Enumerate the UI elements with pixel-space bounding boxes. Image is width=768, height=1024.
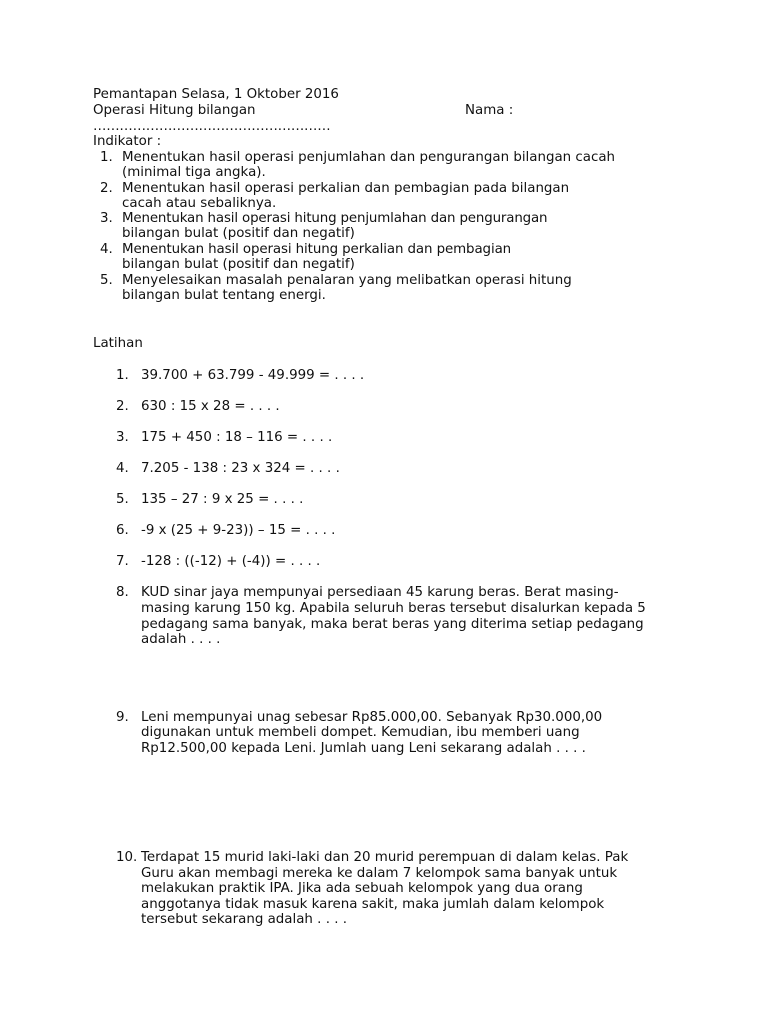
question-8-line4: adalah . . . .	[141, 632, 221, 647]
question-num-3: 3.	[116, 430, 129, 445]
indikator-item-1-line1: Menentukan hasil operasi penjumlahan dan pengurangan bilangan cacah	[122, 150, 616, 165]
question-num-2: 2.	[116, 399, 129, 414]
question-num-9: 9.	[116, 710, 129, 725]
indikator-item-1-line2: (minimal tiga angka).	[122, 165, 266, 180]
indikator-num-4: 4.	[100, 242, 113, 257]
question-10-line5: tersebut sekarang adalah . . . .	[141, 912, 347, 927]
indikator-item-4-line2: bilangan bulat (positif dan negatif)	[122, 257, 355, 272]
question-3-text: 175 + 450 : 18 – 116 = . . . .	[141, 430, 333, 445]
indikator-item-5-line1: Menyelesaikan masalah penalaran yang melibatkan operasi hitung	[122, 273, 572, 288]
question-1-text: 39.700 + 63.799 - 49.999 = . . . .	[141, 368, 365, 383]
latihan-heading: Latihan	[93, 336, 143, 351]
question-10-line1: Terdapat 15 murid laki-laki dan 20 murid perempuan di dalam kelas. Pak	[141, 850, 629, 865]
question-2-text: 630 : 15 x 28 = . . . .	[141, 399, 280, 414]
question-8-line2: masing karung 150 kg. Apabila seluruh beras tersebut disalurkan kepada 5	[141, 601, 646, 616]
indikator-item-5-line2: bilangan bulat tentang energi.	[122, 288, 326, 303]
question-num-1: 1.	[116, 368, 129, 383]
question-9-line2: digunakan untuk membeli dompet. Kemudian, ibu memberi uang	[141, 725, 580, 740]
indikator-item-2-line2: cacah atau sebaliknya.	[122, 196, 277, 211]
indikator-item-3-line2: bilangan bulat (positif dan negatif)	[122, 226, 355, 241]
question-num-7: 7.	[116, 554, 129, 569]
title-line: Pemantapan Selasa, 1 Oktober 2016	[93, 87, 339, 102]
question-10-line2: Guru akan membagi mereka ke dalam 7 kelompok sama banyak untuk	[141, 866, 618, 881]
question-9-line3: Rp12.500,00 kepada Leni. Jumlah uang Leni sekarang adalah . . . .	[141, 741, 586, 756]
question-5-text: 135 – 27 : 9 x 25 = . . . .	[141, 492, 304, 507]
indikator-item-2-line1: Menentukan hasil operasi perkalian dan pembagian pada bilangan	[122, 181, 570, 196]
topic-line: Operasi Hitung bilangan	[93, 103, 256, 118]
question-9-line1: Leni mempunyai unag sebesar Rp85.000,00. Sebanyak Rp30.000,00	[141, 710, 603, 725]
question-num-10: 10.	[116, 850, 138, 865]
indikator-num-1: 1.	[100, 150, 113, 165]
indikator-item-3-line1: Menentukan hasil operasi hitung penjumlahan dan pengurangan	[122, 211, 548, 226]
question-6-text: -9 x (25 + 9-23)) – 15 = . . . .	[141, 523, 336, 538]
indikator-item-4-line1: Menentukan hasil operasi hitung perkalian dan pembagian	[122, 242, 512, 257]
name-dots: ………………………………………………	[93, 119, 331, 134]
question-8-line1: KUD sinar jaya mempunyai persediaan 45 karung beras. Berat masing-	[141, 585, 619, 600]
indikator-num-5: 5.	[100, 273, 113, 288]
question-num-4: 4.	[116, 461, 129, 476]
indikator-num-3: 3.	[100, 211, 113, 226]
question-num-6: 6.	[116, 523, 129, 538]
question-10-line3: melakukan praktik IPA. Jika ada sebuah kelompok yang dua orang	[141, 881, 583, 896]
indikator-num-2: 2.	[100, 181, 113, 196]
question-num-5: 5.	[116, 492, 129, 507]
question-num-8: 8.	[116, 585, 129, 600]
question-10-line4: anggotanya tidak masuk karena sakit, maka jumlah dalam kelompok	[141, 897, 605, 912]
question-4-text: 7.205 - 138 : 23 x 324 = . . . .	[141, 461, 340, 476]
question-7-text: -128 : ((-12) + (-4)) = . . . .	[141, 554, 321, 569]
indikator-heading: Indikator :	[93, 134, 162, 149]
name-label: Nama :	[465, 103, 514, 118]
question-8-line3: pedagang sama banyak, maka berat beras yang diterima setiap pedagang	[141, 617, 644, 632]
